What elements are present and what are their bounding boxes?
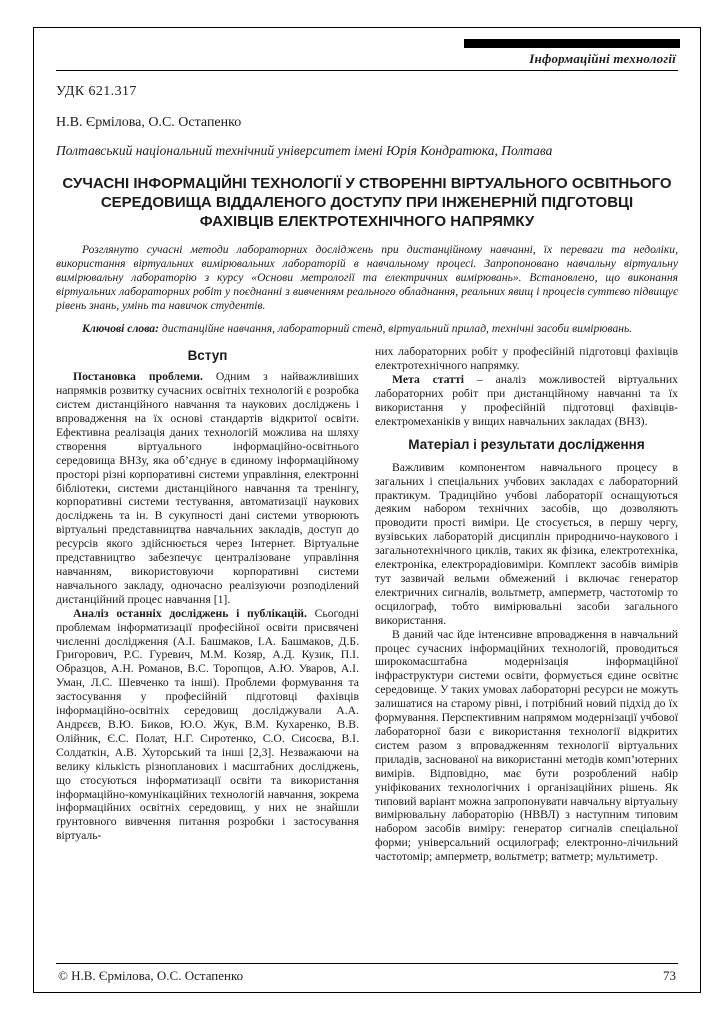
paragraph-text: – аналіз можливостей віртуальних лабораторних робіт при дистанційному навчанні та їх використання у професійній підготовці фахівців-електромеханіків у вищих навчальних закладах (ВНЗ). bbox=[375, 373, 678, 428]
literature-review-paragraph bbox=[56, 607, 359, 843]
left-column bbox=[56, 345, 359, 959]
page-header bbox=[56, 39, 678, 336]
authors-line: Н.В. Єрмілова, О.С. Остапенко bbox=[56, 115, 242, 130]
section-divider-bar bbox=[464, 39, 680, 48]
article-body bbox=[56, 345, 678, 959]
affiliation-line: Полтавський національний технічний університет імені Юрія Кондратюка, Полтава bbox=[56, 143, 553, 158]
paragraph-text: Одним з найважливіших напрямків розвитку сучасних освітніх технологій є розробка систем дистанційного навчання та наукових досліджень і впровадження на їх основі стандартів відкритої освіти. Ефективна реалізація даних технологій можлива на шляху створення віртуального інформаційно-освітнього середовища ВНЗу, яка об’єднує в єдиному інформаційному просторі різні корпоративні системи управління, електронні бібліотеки, системи дистанційного навчання та тренінгу, корпоративні системи тестування, автоматизації наукових досліджень та ін. В сукупності дані системи утворюють віртуальні представництва навчальних закладів, доступ до ресурсів якого здійснюється через Інтернет. Віртуальне представництво забезпечує централізоване управління навчанням, використовуючи корпоративні системи навчального закладу, одночасно реалізуючи розподілений дистанційний процес навчання [1]. bbox=[56, 370, 359, 606]
results-heading: Матеріал і результати дослідження bbox=[408, 436, 645, 452]
intro-heading: Вступ bbox=[187, 348, 228, 364]
running-head bbox=[56, 39, 678, 70]
copyright-line: © Н.В. Єрмілова, О.С. Остапенко bbox=[58, 968, 244, 983]
udc-label: УДК 621.317 bbox=[56, 84, 137, 99]
article-title: СУЧАСНІ ІНФОРМАЦІЙНІ ТЕХНОЛОГІЇ У СТВОРЕННІ ВІРТУАЛЬНОГО ОСВІТНЬОГО СЕРЕДОВИЩА ВІДДАЛЕНОГО ДОСТУПУ ПРИ ІНЖЕНЕРНІЙ ПІДГОТОВЦІ ФАХІВЦІВ ЕЛЕКТРОТЕХНІЧНОГО НАПРЯМКУ bbox=[62, 175, 672, 231]
lab-practice-paragraph: Важливим компонентом навчального процесу в загальних і спеціальних учбових закладах є лабораторний практикум. Традиційно учбові лабораторії оснащуються деяким набором технічних засобів, що дозволяють проводити прості виміри. Це стосується, в першу чергу, вузівських лабораторій дисциплін природничо-наукового і загальнотехнічного циклів, таких як фізика, електротехніка, електроніка, електрорадіовиміри. Комплект засобів вимірів тут зазвичай вельми обмежений і включає генератор електричних сигналів, вольтметр, амперметр, частотомір то осцилограф, тобто вимірювальні засоби загального використання. bbox=[375, 460, 678, 627]
modernization-paragraph: В даний час йде інтенсивне впровадження в навчальний процес сучасних інформаційних технологій, проводиться широкомасштабна модернізація інформаційної інфраструктури системи освіти, формується єдине освітнє середовище. У таких умовах лабораторні ресурси не можуть залишатися на старому рівні, і потрібний новий підхід до їх формування. Перспективним напрямом модернізації учбової лабораторної бази є використання технології відкритих систем разом з впровадженням технології віртуальних приладів, заснованої на використанні методів комп’ютерних вимірів. Відповідно, має бути розроблений набір уніфікованих технологічних і організаційних рішень. Як типовий варіант можна запропонувати навчальну віртуальну вимірювальну лабораторію (НВВЛ) з наступним типовим набором засобів виміру: генератор сигналів спеціальної форми; універсальний осцилограф; електронно-лічильний частотомір; амперметр, вольтметр; ватметр; мультиметр. bbox=[375, 627, 678, 864]
page-number: 73 bbox=[663, 968, 676, 983]
keywords-text: дистанційне навчання, лабораторний стенд, віртуальний прилад, технічні засоби вимірювань. bbox=[161, 322, 633, 336]
page-frame bbox=[33, 27, 701, 993]
continuation-paragraph: них лабораторних робіт у професійній підготовці фахівців електротехнічного напрямку. bbox=[375, 345, 678, 373]
header-rule bbox=[56, 70, 678, 71]
keywords-paragraph bbox=[56, 322, 678, 336]
paragraph-text: Сьогодні проблемам інформатизації професійної освіти присвячені численні дослідження (А.І. Башмаков, І.А. Башмаков, Д.Б. Григорович, Р.С. Гуревич, М.М. Козяр, А.Д. Кузик, П.І. Образцов, А.Н. Романов, В.С. Торопцов, А.Ю. Уваров, А.І. Уман, Л.С. Шевченко та інші). Проблеми формування та застосування у професійній підготовці фахівців інформаційно-освітніх середовищ досліджували А.А. Андрєєв, В.Ю. Биков, Ю.О. Жук, В.М. Кухаренко, В.В. Олійник, Є.С. Полат, Н.Г. Сиротенко, С.О. Сисоєва, В.І. Солдаткін, А.В. Хуторський та інші [2,3]. Незважаючи на велику кількість різнопланових і масштабних досліджень, що стосуються інформатизації освіти та використання інформаційно-комунікаційних технологій навчання, зокрема інформаційних освітніх середовищ, у них не знайшли ґрунтовного вивчення питання розробки і застосування віртуаль- bbox=[56, 606, 360, 843]
article-abstract: Розглянуто сучасні методи лабораторних досліджень при дистанційному навчанні, їх переваги та недоліки, використання віртуальних вимірювальних лабораторій в навчальному процесі. Запропоновано навчальну віртуальну вимірювальну лабораторію з курсу «Основи метрології та електричних вимірювань». Встановлено, що виконання віртуальних лабораторних робіт у поєднанні з вивченням реального обладнання, реальних явищ і процесів суттєво підвищує рівень знань, умінь та навичок студентів. bbox=[56, 242, 678, 313]
paragraph-lead: Постановка проблеми. bbox=[73, 370, 203, 384]
right-column bbox=[375, 345, 678, 959]
footer-line bbox=[56, 968, 678, 984]
footer-rule bbox=[56, 963, 678, 964]
paragraph-lead: Мета статті bbox=[392, 373, 464, 387]
problem-statement-paragraph bbox=[56, 370, 359, 606]
article-goal-paragraph bbox=[375, 373, 678, 429]
paragraph-lead: Аналіз останніх досліджень і публікацій. bbox=[73, 606, 307, 620]
journal-section-label: Інформаційні технології bbox=[529, 51, 676, 66]
page-footer bbox=[56, 959, 678, 984]
keywords-label: Ключові слова: bbox=[82, 322, 159, 336]
